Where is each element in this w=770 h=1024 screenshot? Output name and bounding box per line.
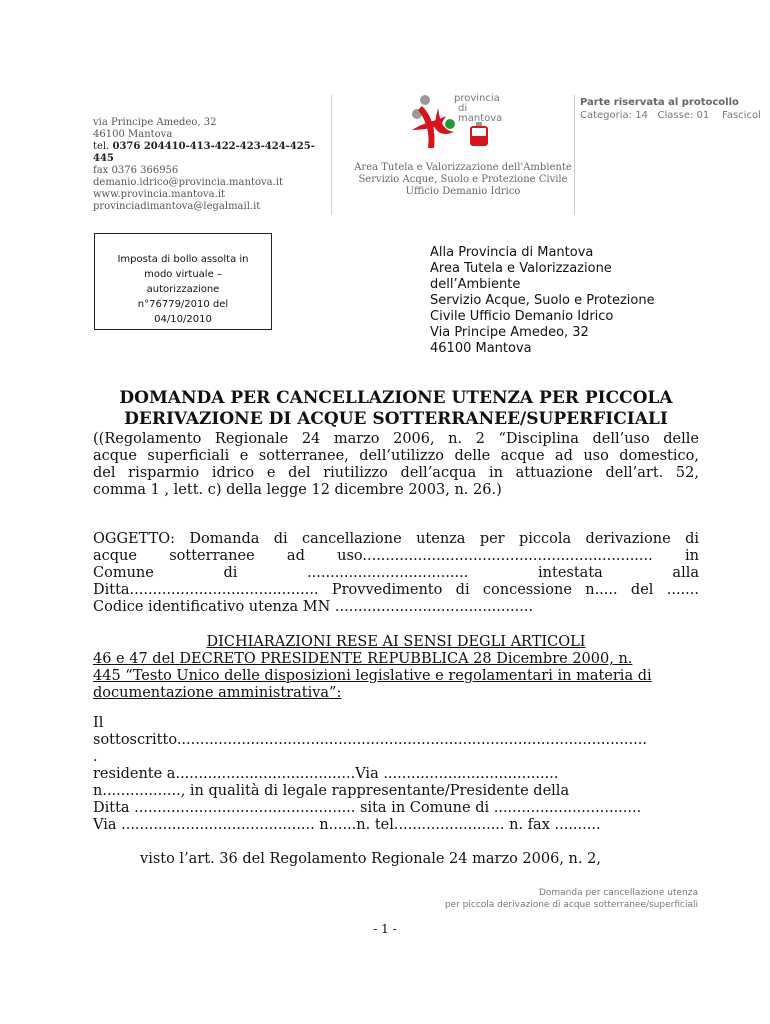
form-qualita: n................., in qualità di legale rappresentante/Presidente della: [93, 783, 570, 799]
office-area: Area Tutela e Valorizzazione dell'Ambiente: [354, 162, 572, 173]
visto-line: visto l’art. 36 del Regolamento Regionale 24 marzo 2006, n. 2,: [140, 851, 601, 867]
protocol-block: [580, 96, 770, 122]
protocol-classification: Categoria: 14 Classe: 01 Fascicol: [580, 110, 761, 121]
logo-text: provincia di mantova: [454, 93, 503, 124]
stamp-duty-box: Imposta di bollo assolta in modo virtuale – autorizzazione n°76779/2010 del 04/10/2010: [94, 233, 272, 330]
regulation-reference: ((Regolamento Regionale 24 marzo 2006, n. 2 “Disciplina dell’uso delle acque superficiali e sotterranee, dell’utilizzo delle acque ad uso domestico, del risparmio idrico e del riutilizzo dell’acqua in attuazione dell’art. 52, comma 1 , lett. c) della legge 12 dicembre 2003, n. 26.): [93, 431, 699, 498]
sender-fax: fax 0376 366956: [93, 165, 179, 176]
form-sottoscritto: sottoscritto......................................................................................................: [93, 732, 647, 748]
sender-city: 46100 Mantova: [93, 129, 173, 140]
page-number: - 1 -: [373, 922, 397, 936]
sender-telephone: tel. 0376 204410-413-422-423-424-425-445: [93, 141, 315, 164]
sender-website: www.provincia.mantova.it: [93, 189, 226, 200]
sender-contact-block: [93, 117, 333, 213]
page-footer: Domanda per cancellazione utenza per piccola derivazione di acque sotterranee/superficiali: [444, 888, 698, 910]
document-title: DOMANDA PER CANCELLAZIONE UTENZA PER PICCOLA DERIVAZIONE DI ACQUE SOTTERRANEE/SUPERFICIALI: [119, 388, 673, 429]
addressee-block: Alla Provincia di Mantova Area Tutela e Valorizzazione dell’Ambiente Servizio Acque, Suolo e Protezione Civile Ufficio Demanio Idrico Via Principe Amedeo, 32 46100 Mantova: [430, 245, 655, 356]
sender-pec: provinciadimantova@legalmail.it: [93, 201, 261, 212]
office-service: Servizio Acque, Suolo e Protezione Civile: [358, 174, 568, 185]
form-residente: residente a.......................................Via ......................................: [93, 766, 559, 782]
protocol-title: Parte riservata al protocollo: [580, 97, 739, 108]
provincia-logo: [410, 92, 510, 154]
declarations-heading: DICHIARAZIONI RESE AI SENSI DEGLI ARTICOLI 46 e 47 del DECRETO PRESIDENTE REPUBBLICA 28 Dicembre 2000, n. 445 “Testo Unico delle disposizioni legislative e regolamentari in materia di documentazione amministrativa”:: [93, 634, 652, 701]
form-il: Il: [93, 715, 104, 731]
form-ditta: Ditta ................................................ sita in Comune di ................................: [93, 800, 642, 816]
declarant-form: [93, 715, 699, 834]
header-divider-left: [331, 95, 332, 215]
office-block: [340, 162, 586, 198]
sender-email: demanio.idrico@provincia.mantova.it: [93, 177, 283, 188]
sender-address: via Principe Amedeo, 32: [93, 117, 217, 128]
form-dot: .: [93, 749, 98, 765]
subject-paragraph: OGGETTO: Domanda di cancellazione utenza per piccola derivazione di acque sotterranee ad uso............................................................... in Comune di ................................... intestata alla Ditta......................................... Provvedimento di concessione n..... del ....... Codice identificativo utenza MN ...........................................: [93, 531, 699, 615]
form-via: Via .......................................... n......n. tel........................ n. fax ..........: [93, 817, 601, 833]
office-unit: Ufficio Demanio Idrico: [405, 186, 521, 197]
sender-telephone-numbers: 0376 204410-413-422-423-424-425-445: [93, 141, 315, 164]
